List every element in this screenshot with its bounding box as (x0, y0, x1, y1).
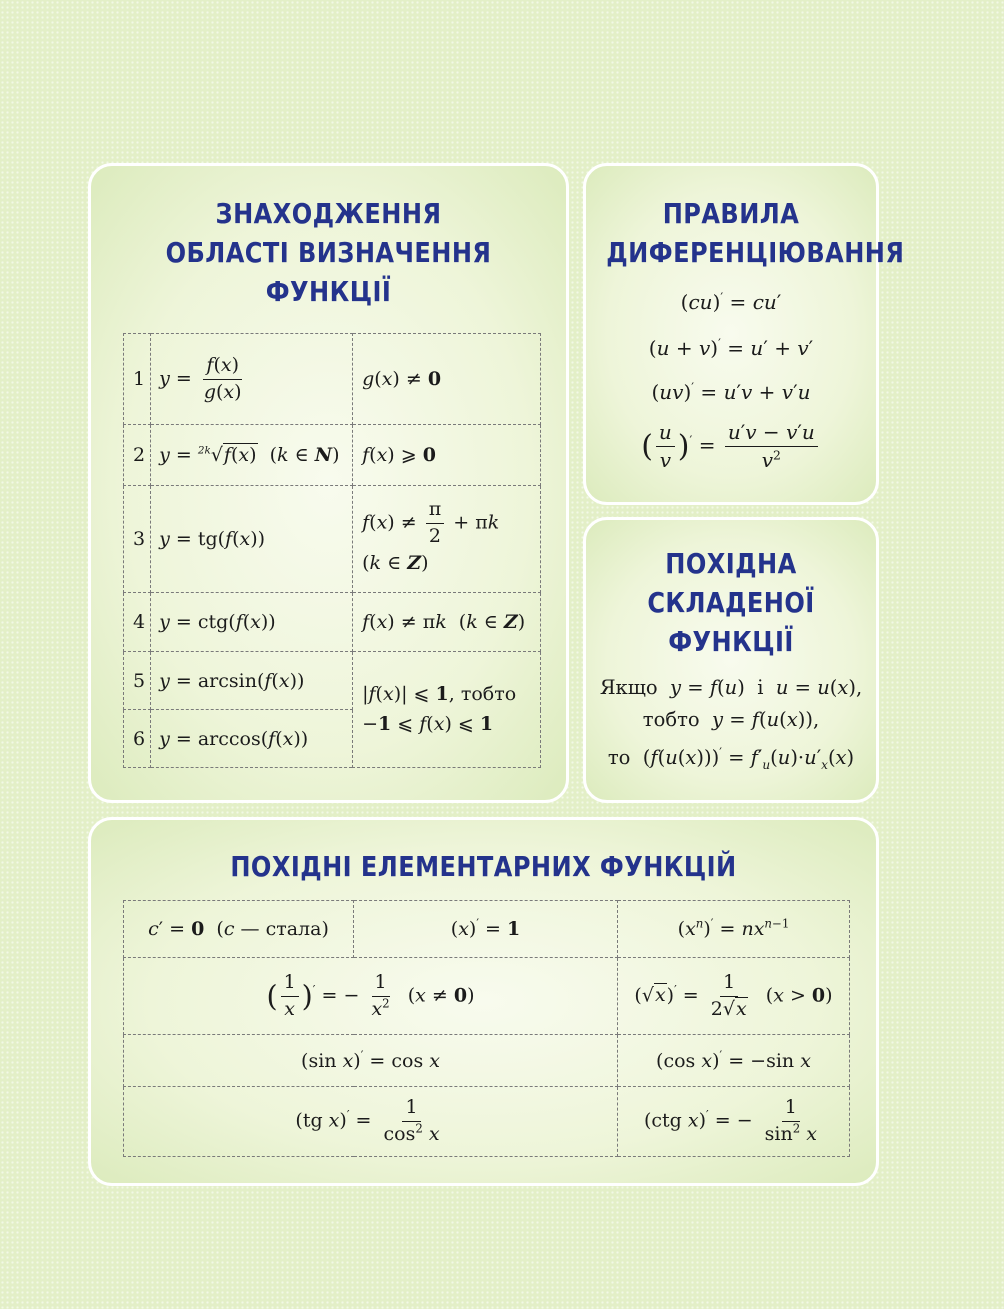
domain-title: ЗНАХОДЖЕННЯ ОБЛАСТІ ВИЗНАЧЕННЯ ФУНКЦІЇ (165, 197, 492, 308)
table-row (124, 652, 541, 710)
row-number: 3 (124, 486, 151, 593)
derivative-cell: (tg x)′ = $\frac{1}{\cos^2 x}$ (124, 1087, 618, 1157)
table-row (124, 425, 541, 486)
function-cell: y = arccos(f(x)) (151, 710, 353, 768)
derivative-cell: (sin x)′ = cos x (124, 1035, 618, 1087)
composite-line-2: тобто y = f(u(x)), (642, 708, 820, 731)
table-row (124, 1035, 850, 1087)
row-number: 4 (124, 593, 151, 652)
composite-line-3: то $(f(u(x)))' = f'_u(u)\cdot u'_x(x)$ (607, 745, 855, 772)
function-cell: y = $\frac{f(x)}{g(x)}$ (151, 334, 353, 425)
table-row (124, 958, 850, 1035)
rule-constant: (cu)′ = cu′ (680, 289, 782, 314)
table-row (124, 593, 541, 652)
condition-cell: f(x) ≠ $\frac{\pi}{2}$ + πk (k ∈ Z) (353, 486, 541, 593)
derivative-cell: (x)′ = 1 (354, 901, 618, 958)
composite-title: ПОХІДНА СКЛАДЕНОЇ ФУНКЦІЇ (647, 547, 815, 658)
rule-quotient: ( $\frac{u}{v}$ )′ = $\frac{u'v - v'u}{v^2}$ (586, 421, 876, 472)
derivative-cell: (ctg x)′ = − $\frac{1}{\sin^2 x}$ (618, 1087, 850, 1157)
derivatives-table (123, 900, 850, 1157)
function-cell: y = $^{2k}$√f(x) (k ∈ N) (151, 425, 353, 486)
derivative-cell: $(x^n)' = nx^{n-1}$ (618, 901, 850, 958)
derivative-cell: ( $\frac{1}{x}$ )′ = − $\frac{1}{x^2}$ (x ≠ 0) (124, 958, 618, 1035)
condition-cell: |f(x)| ⩽ 1, тобто −1 ⩽ f(x) ⩽ 1 (353, 652, 541, 768)
condition-cell: f(x) ≠ πk (k ∈ Z) (353, 593, 541, 652)
elementary-title: ПОХІДНІ ЕЛЕМЕНТАРНИХ ФУНКЦІЙ (230, 850, 737, 883)
condition-cell: g(x) ≠ 0 (353, 334, 541, 425)
row-number: 1 (124, 334, 151, 425)
composite-panel (583, 517, 879, 803)
row-number: 5 (124, 652, 151, 710)
condition-cell: f(x) ⩾ 0 (353, 425, 541, 486)
rules-panel (583, 163, 905, 505)
row-number: 2 (124, 425, 151, 486)
rule-sum: (u + v)′ = u′ + v′ (648, 335, 814, 360)
table-row (124, 901, 850, 958)
domain-table (123, 333, 541, 768)
function-cell: y = ctg(f(x)) (151, 593, 353, 652)
derivative-cell: c′ = 0 (c — стала) (124, 901, 354, 958)
table-row (124, 486, 541, 593)
derivative-cell: (cos x)′ = −sin x (618, 1035, 850, 1087)
row-number: 6 (124, 710, 151, 768)
composite-line-1: Якщо y = f(u) і u = u(x), (599, 676, 863, 699)
rules-title: ПРАВИЛА ДИФЕРЕНЦІЮВАННЯ (606, 197, 905, 269)
function-cell: y = arcsin(f(x)) (151, 652, 353, 710)
table-row (124, 1087, 850, 1157)
function-cell: y = tg(f(x)) (151, 486, 353, 593)
rule-product: (uv)′ = u′v + v′u (651, 379, 811, 404)
derivative-cell: (√x)′ = $\frac{1}{2√x}$ (x > 0) (618, 958, 850, 1035)
table-row (124, 334, 541, 425)
